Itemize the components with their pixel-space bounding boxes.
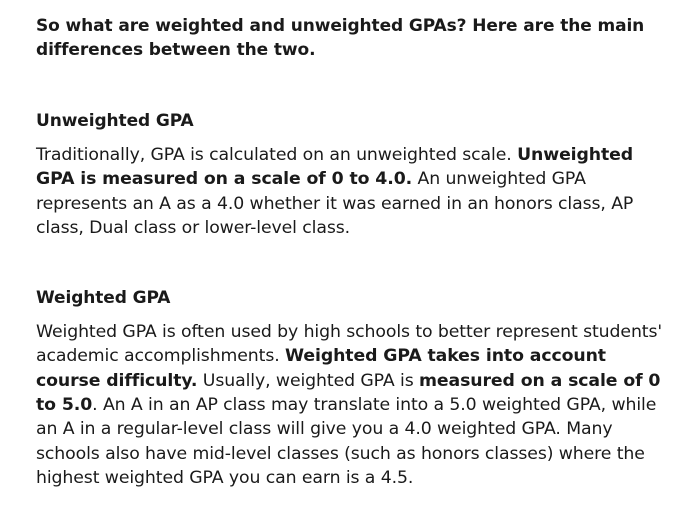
- unweighted-gpa-paragraph: [36, 143, 666, 240]
- intro-text: So what are weighted and unweighted GPAs? Here are the main differences between the two.: [36, 16, 645, 60]
- article-content: [36, 14, 666, 490]
- weighted-bold-segment: measured on a scale of 0 to 5.0: [36, 370, 661, 416]
- weighted-text-segment: Weighted GPA is often used by high schools to better represent students' academic accomplishments.: [36, 322, 663, 367]
- weighted-text-segment: . An A in an AP class may translate into a 5.0 weighted GPA, while an A in a regular-level class will give you a 4.0 weighted GPA. Many schools also have mid-level classes (such as honors classes) where the highest weighted GPA you can earn is a 4.5.: [36, 395, 657, 488]
- weighted-gpa-paragraph: [36, 320, 666, 490]
- unweighted-text-segment: An unweighted GPA represents an A as a 4.0 whether it was earned in an honors class, AP class, Dual class or lower-level class.: [36, 169, 634, 238]
- weighted-gpa-heading: Weighted GPA: [36, 288, 171, 309]
- unweighted-text-segment: Traditionally, GPA is calculated on an unweighted scale.: [36, 145, 518, 165]
- unweighted-gpa-heading: Unweighted GPA: [36, 111, 194, 131]
- unweighted-bold-segment: Unweighted GPA is measured on a scale of 0 to 4.0.: [36, 145, 634, 190]
- weighted-bold-segment: Weighted GPA takes into account course difficulty.: [36, 346, 606, 391]
- weighted-text-segment: Usually, weighted GPA is: [197, 370, 419, 391]
